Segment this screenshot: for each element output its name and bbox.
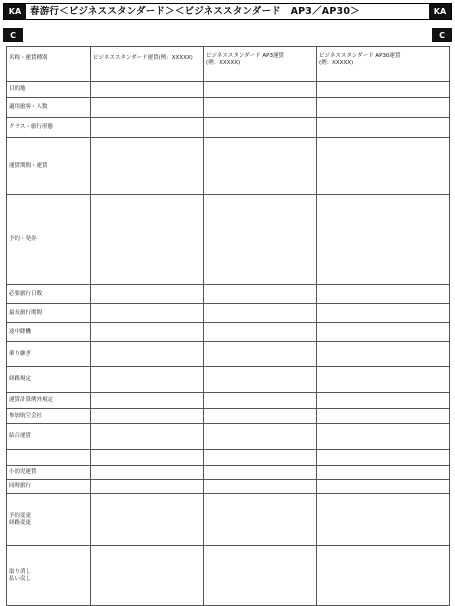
row-label: 目的地 (7, 82, 91, 98)
cell-ap30 (317, 195, 450, 285)
cell-standard (91, 424, 204, 450)
table-row (7, 323, 450, 342)
cell-standard (91, 342, 204, 367)
table-row (7, 195, 450, 285)
table-row (7, 409, 450, 424)
cell-ap3 (204, 82, 317, 98)
table-row (7, 367, 450, 393)
cell-ap3 (204, 285, 317, 304)
table-row (7, 546, 450, 606)
row-label: 同時旅行 (7, 480, 91, 494)
row-label: 経路規定 (7, 367, 91, 393)
cell-ap3 (204, 546, 317, 606)
title-bar (3, 3, 452, 20)
table-row (7, 450, 450, 466)
cell-ap30 (317, 546, 450, 606)
cell-ap3 (204, 342, 317, 367)
table-row (7, 82, 450, 98)
table-header-row (7, 47, 450, 82)
row-label: 結合運賃 (7, 424, 91, 450)
cell-ap30 (317, 480, 450, 494)
cell-ap30 (317, 82, 450, 98)
cell-standard (91, 466, 204, 480)
fare-rules-table (6, 46, 450, 606)
cell-ap3 (204, 424, 317, 450)
row-label: 適用旅客・人数 (7, 98, 91, 118)
sub-bar (3, 28, 452, 42)
table-row (7, 118, 450, 138)
cell-ap30 (317, 138, 450, 195)
brand-badge-left: KA (4, 4, 26, 19)
cell-standard (91, 138, 204, 195)
cell-ap30 (317, 424, 450, 450)
row-label: 運賃期間・運賃 (7, 138, 91, 195)
table-row (7, 424, 450, 450)
cell-ap3 (204, 323, 317, 342)
table-row (7, 480, 450, 494)
cell-standard (91, 304, 204, 323)
cell-standard (91, 285, 204, 304)
class-badge-right: C (432, 28, 452, 42)
table-row (7, 138, 450, 195)
cell-standard (91, 98, 204, 118)
cell-ap3 (204, 393, 317, 409)
table-row (7, 342, 450, 367)
cell-ap30 (317, 409, 450, 424)
cell-ap30 (317, 367, 450, 393)
cell-standard (91, 367, 204, 393)
cell-ap30 (317, 466, 450, 480)
cell-ap30 (317, 323, 450, 342)
cell-ap30 (317, 342, 450, 367)
cell-ap30 (317, 285, 450, 304)
cell-standard (91, 494, 204, 546)
row-label: 予約変更 経路変更 (7, 494, 91, 546)
cell-standard (91, 323, 204, 342)
cell-ap30 (317, 304, 450, 323)
table-row (7, 393, 450, 409)
cell-ap30 (317, 118, 450, 138)
cell-standard (91, 393, 204, 409)
cell-ap3 (204, 304, 317, 323)
table-row (7, 466, 450, 480)
cell-ap30 (317, 393, 450, 409)
cell-ap30 (317, 450, 450, 466)
cell-standard (91, 195, 204, 285)
page-title: 春游行＜ビジネススタンダード＞＜ビジネススタンダード AP3／AP30＞ (30, 6, 360, 17)
table-row (7, 98, 450, 118)
cell-ap3 (204, 195, 317, 285)
cell-ap30 (317, 494, 450, 546)
cell-ap3 (204, 138, 317, 195)
row-label: 取り消し 払い戻し (7, 546, 91, 606)
table-row (7, 304, 450, 323)
cell-ap3 (204, 480, 317, 494)
table-row (7, 285, 450, 304)
cell-ap3 (204, 98, 317, 118)
row-label: 必要旅行日数 (7, 285, 91, 304)
cell-standard (91, 409, 204, 424)
table-row (7, 494, 450, 546)
cell-ap3 (204, 450, 317, 466)
header-cell-ap30: ビジネススタンダード AP30運賃 (例：XXXXX) (317, 47, 450, 82)
cell-standard (91, 82, 204, 98)
row-label: クラス・旅行形態 (7, 118, 91, 138)
cell-ap3 (204, 118, 317, 138)
row-label: 最長旅行期間 (7, 304, 91, 323)
row-label: 途中降機 (7, 323, 91, 342)
row-label: 乗り継ぎ (7, 342, 91, 367)
cell-ap3 (204, 466, 317, 480)
brand-badge-right: KA (429, 4, 451, 19)
header-cell-ap3: ビジネススタンダード AP3運賃 (例：XXXXX) (204, 47, 317, 82)
cell-standard (91, 450, 204, 466)
header-cell-standard: ビジネススタンダード運賃(例：XXXXX) (91, 47, 204, 82)
cell-standard (91, 546, 204, 606)
cell-standard (91, 480, 204, 494)
row-label (7, 450, 91, 466)
cell-ap30 (317, 98, 450, 118)
cell-standard (91, 118, 204, 138)
cell-ap3 (204, 494, 317, 546)
row-label: 小幼児運賃 (7, 466, 91, 480)
row-label: 予約・発券 (7, 195, 91, 285)
class-badge-left: C (3, 28, 23, 42)
row-label: 運賃計算例外規定 (7, 393, 91, 409)
cell-ap3 (204, 367, 317, 393)
cell-ap3 (204, 409, 317, 424)
header-cell-fare-type: 名称・運賃種別 (7, 47, 91, 82)
row-label: 参加航空会社 (7, 409, 91, 424)
